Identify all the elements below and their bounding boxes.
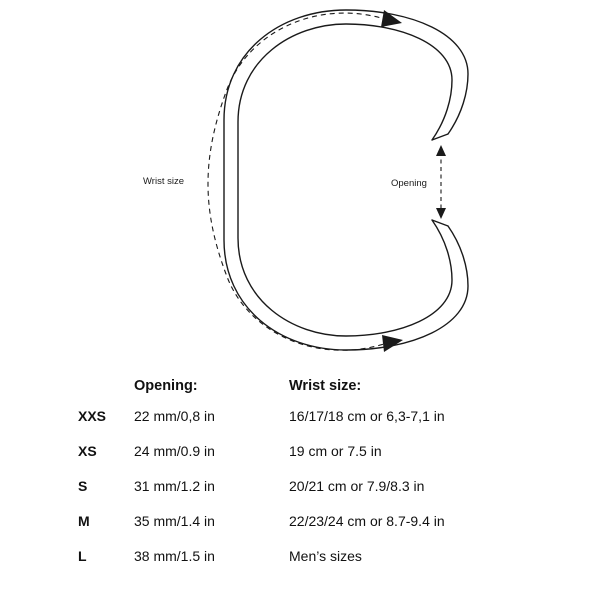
cell-opening: 24 mm/0.9 in	[134, 443, 215, 459]
wrist-arrow-top	[381, 10, 402, 27]
table-row	[78, 478, 589, 513]
cell-size: M	[78, 513, 90, 529]
cell-wrist: 19 cm or 7.5 in	[289, 443, 382, 459]
table-header-row	[78, 378, 589, 408]
opening-arrow-top	[436, 145, 446, 156]
size-table-area	[0, 370, 600, 600]
header-wrist: Wrist size:	[289, 378, 362, 394]
cell-size: L	[78, 548, 87, 564]
header-opening: Opening:	[134, 378, 198, 394]
cell-opening: 31 mm/1.2 in	[134, 478, 215, 494]
cell-wrist: 16/17/18 cm or 6,3-7,1 in	[289, 408, 445, 424]
cell-size: XXS	[78, 408, 107, 424]
opening-arrow-bottom	[436, 208, 446, 219]
cell-opening: 22 mm/0,8 in	[134, 408, 215, 424]
table-row	[78, 443, 589, 478]
table-row	[78, 548, 589, 583]
size-table-head	[78, 378, 589, 408]
table-row	[78, 408, 589, 443]
cell-wrist: 20/21 cm or 7.9/8.3 in	[289, 478, 425, 494]
wrist-size-dashed-arc	[208, 13, 390, 350]
cell-opening: 35 mm/1.4 in	[134, 513, 215, 529]
size-table	[78, 378, 589, 583]
cell-opening: 38 mm/1.5 in	[134, 548, 215, 564]
cell-wrist: 22/23/24 cm or 8.7-9.4 in	[289, 513, 445, 529]
cell-wrist: Men’s sizes	[289, 548, 362, 564]
size-table-body	[78, 408, 589, 583]
opening-label: Opening	[391, 178, 427, 189]
wrist-size-label: Wrist size	[143, 176, 184, 187]
header-size	[78, 378, 134, 408]
cell-size: S	[78, 478, 88, 494]
wrist-arrow-bottom	[382, 335, 403, 352]
cell-size: XS	[78, 443, 97, 459]
table-row	[78, 513, 589, 548]
